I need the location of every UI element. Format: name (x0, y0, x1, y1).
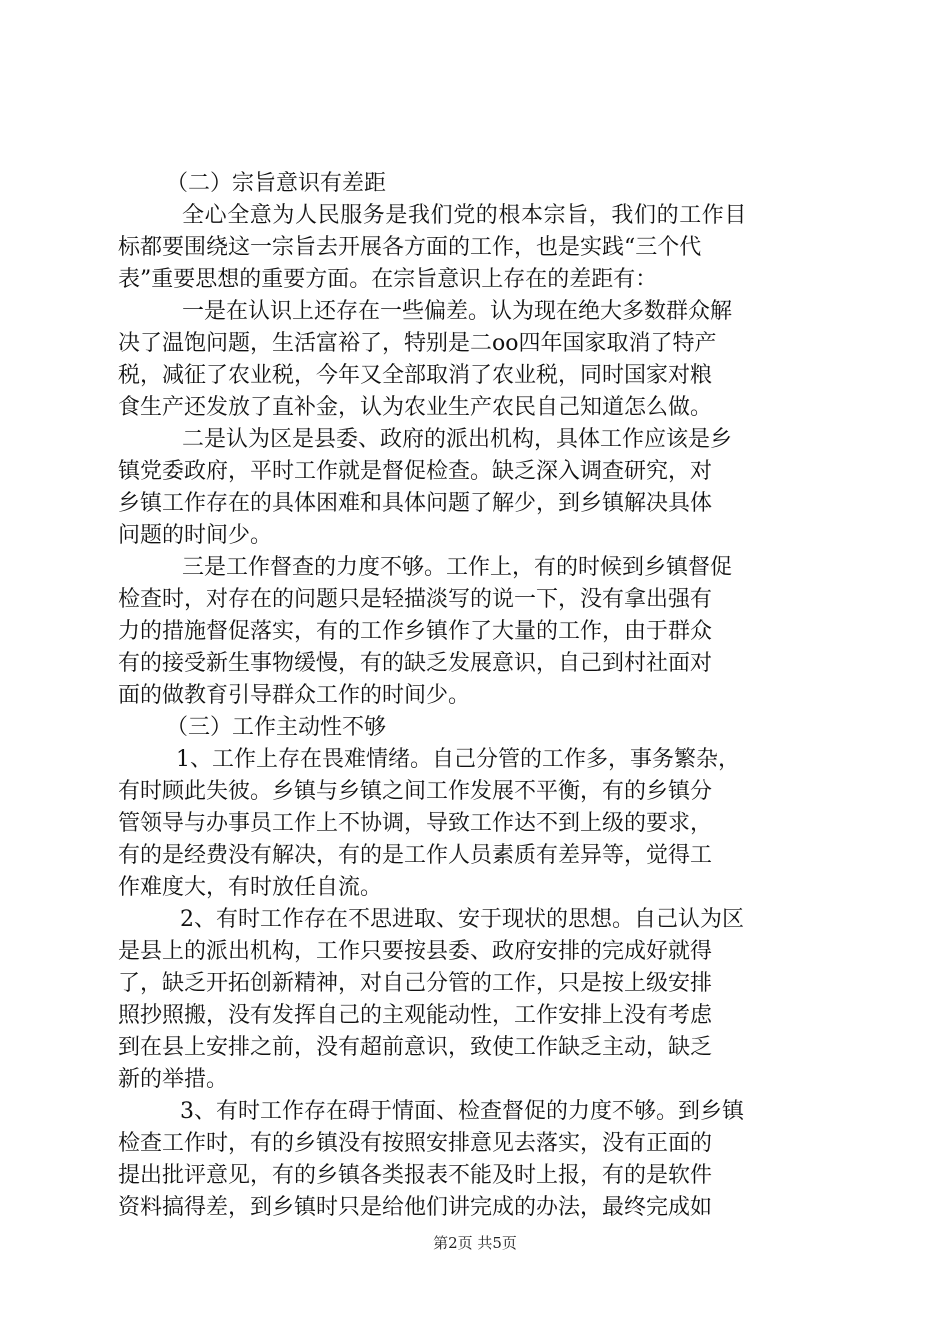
paragraph-line: 一是在认识上还存在一些偏差。认为现在绝大多数群众解 (182, 299, 733, 324)
paragraph-line: 3、有时工作存在碍于情面、检查督促的力度不够。到乡镇 (180, 1099, 744, 1124)
paragraph-line: 镇党委政府，平时工作就是督促检查。缺乏深入调查研究，对 (118, 459, 713, 484)
paragraph-line: 有时顾此失彼。乡镇与乡镇之间工作发展不平衡，有的乡镇分 (118, 779, 713, 804)
paragraph-line: 全心全意为人民服务是我们党的根本宗旨，我们的工作目 (182, 203, 748, 228)
paragraph-line: 作难度大，有时放任自流。 (118, 875, 383, 900)
section-heading: （三）工作主动性不够 (166, 715, 387, 740)
paragraph-line: 检查工作时，有的乡镇没有按照安排意见去落实，没有正面的 (118, 1131, 713, 1156)
paragraph-line: 税，减征了农业税，今年又全部取消了农业税，同时国家对粮 (118, 363, 713, 388)
paragraph-line: 标都要围绕这一宗旨去开展各方面的工作，也是实践“三个代 (118, 235, 702, 260)
paragraph-line: 是县上的派出机构，工作只要按县委、政府安排的完成好就得 (118, 939, 713, 964)
paragraph-line: 到在县上安排之前，没有超前意识，致使工作缺乏主动，缺乏 (118, 1035, 713, 1060)
paragraph-line: 有的是经费没有解决，有的是工作人员素质有差异等，觉得工 (118, 843, 713, 868)
page-footer: 第2页 共5页 (433, 1234, 517, 1252)
paragraph-line: 检查时，对存在的问题只是轻描淡写的说一下，没有拿出强有 (118, 587, 713, 612)
paragraph-line: 新的举措。 (118, 1067, 229, 1092)
paragraph-line: 二是认为区是县委、政府的派出机构，具体工作应该是乡 (182, 427, 733, 452)
paragraph-line: 表”重要思想的重要方面。在宗旨意识上存在的差距有： (118, 267, 658, 292)
document-body (118, 168, 832, 1224)
paragraph-line: 资料搞得差，到乡镇时只是给他们讲完成的办法，最终完成如 (118, 1195, 713, 1220)
paragraph-line: 2、有时工作存在不思进取、安于现状的思想。自己认为区 (180, 907, 744, 932)
paragraph-line: 照抄照搬，没有发挥自己的主观能动性，工作安排上没有考虑 (118, 1003, 713, 1028)
paragraph-line: 乡镇工作存在的具体困难和具体问题了解少，到乡镇解决具体 (118, 491, 713, 516)
paragraph-line: 食生产还发放了直补金，认为农业生产农民自己知道怎么做。 (118, 395, 713, 420)
paragraph-line: 提出批评意见，有的乡镇各类报表不能及时上报，有的是软件 (118, 1163, 713, 1188)
paragraph-line: 了，缺乏开拓创新精神，对自己分管的工作，只是按上级安排 (118, 971, 713, 996)
paragraph-line: 面的做教育引导群众工作的时间少。 (118, 683, 471, 708)
section-heading: （二）宗旨意识有差距 (166, 171, 387, 196)
paragraph-line: 1、工作上存在畏难情绪。自己分管的工作多，事务繁杂， (176, 747, 740, 772)
paragraph-line: 决了温饱问题，生活富裕了，特别是二oo四年国家取消了特产 (118, 331, 717, 356)
paragraph-line: 管领导与办事员工作上不协调，导致工作达不到上级的要求， (118, 811, 713, 836)
paragraph-line: 问题的时间少。 (118, 523, 273, 548)
paragraph-line: 有的接受新生事物缓慢，有的缺乏发展意识，自己到村社面对 (118, 651, 713, 676)
paragraph-line: 三是工作督查的力度不够。工作上，有的时候到乡镇督促 (182, 555, 733, 580)
paragraph-line: 力的措施督促落实，有的工作乡镇作了大量的工作，由于群众 (118, 619, 713, 644)
